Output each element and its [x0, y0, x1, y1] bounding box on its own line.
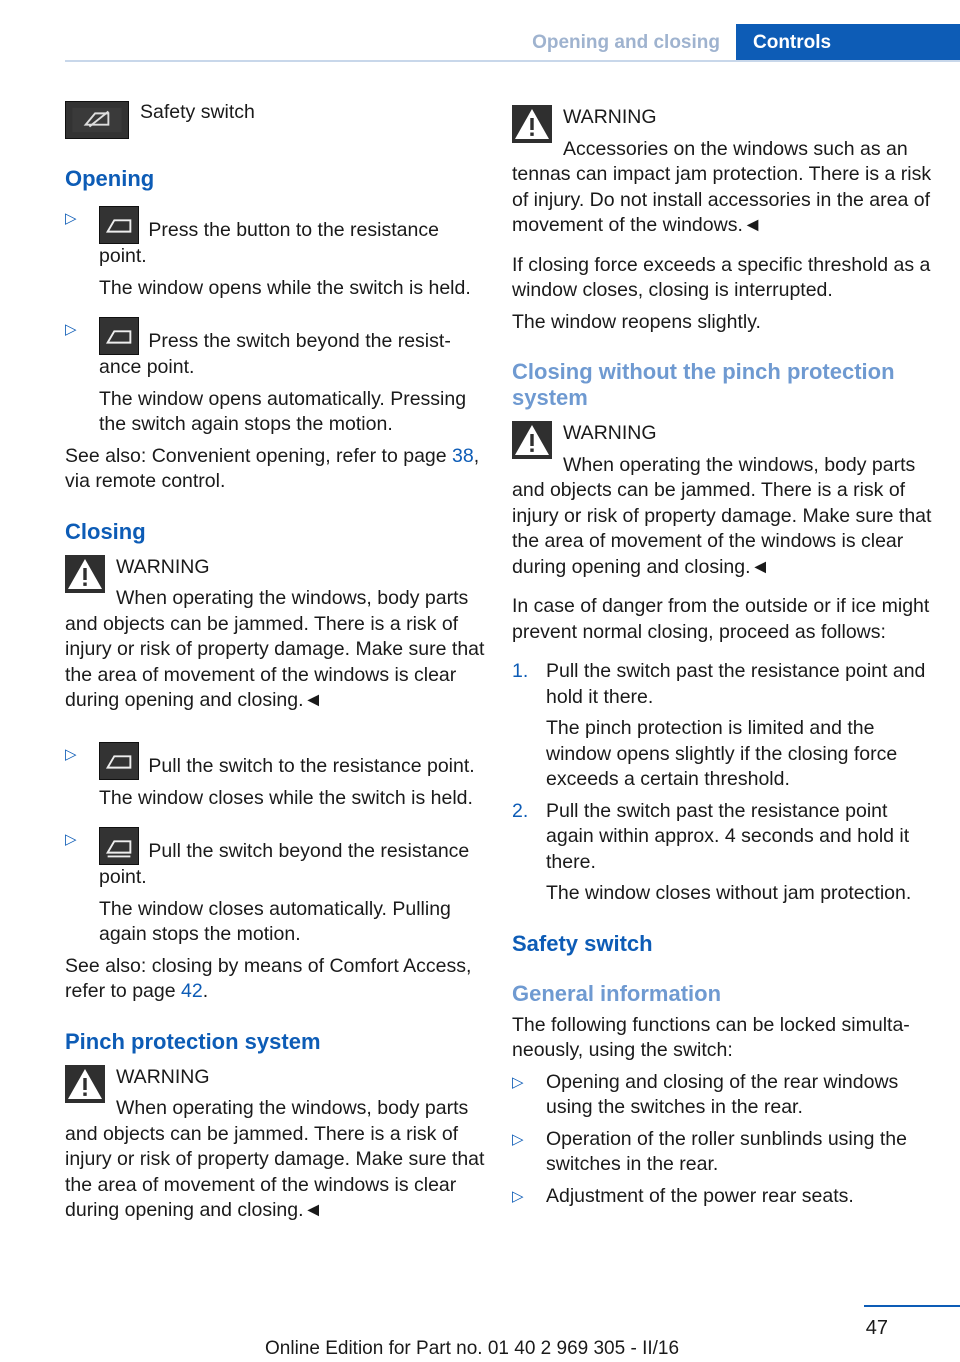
page-link-38[interactable]: 38 [452, 444, 474, 467]
window-switch-icon [99, 742, 139, 780]
warning-text-first: When operating the windows, body parts [563, 453, 916, 476]
bullet-icon: ▷ [512, 1130, 524, 1148]
window-switch-icon [99, 206, 139, 244]
page-number: 47 [865, 1317, 888, 1339]
list-item [512, 799, 932, 907]
list-item-sub: The window opens while the switch is held. [99, 276, 471, 299]
see-also-text: See also: Convenient opening, refer to page [65, 444, 453, 467]
section-opening-title: Opening [65, 166, 155, 191]
paragraph: In case of danger from the outside or if ice might prevent normal closing, proceed as follows: [512, 595, 930, 643]
list-item [65, 742, 485, 812]
list-item-text: Press the switch beyond the resistance point. [99, 330, 451, 378]
step-number: 2. [512, 799, 529, 822]
warning-label: WARNING [116, 555, 210, 578]
bullet-icon: ▷ [512, 1073, 524, 1091]
list-item [512, 659, 932, 793]
warning-text-first: When operating the windows, body parts [116, 587, 469, 609]
section-closing-title: Closing [65, 518, 146, 544]
closing-list [65, 742, 485, 948]
page-header [0, 0, 960, 62]
page-link-42[interactable]: 42 [181, 980, 203, 1002]
warning-text-first: When operating the windows, body parts [116, 1097, 469, 1119]
list-item-text: Pull the switch past the resistance point and hold it there. [546, 660, 926, 708]
pinch-warning [65, 1065, 485, 1224]
section-pinch-title: Pinch protection system [65, 1028, 321, 1054]
safety-switch-icon [65, 101, 129, 139]
bullet-icon: ▷ [65, 745, 77, 763]
window-switch-icon [99, 827, 139, 865]
section-safety-switch-title: Safety switch [512, 930, 653, 956]
safety-list [512, 1070, 932, 1210]
without-pinch-warning [512, 421, 932, 580]
closing-warning [65, 555, 485, 714]
warning-triangle-icon [512, 105, 552, 143]
list-item-sub: The window closes without jam protection. [546, 882, 912, 904]
list-item-text: Operation of the roller sunblinds using the switches in the rear. [546, 1127, 907, 1175]
paragraph: The following functions can be locked simultaneously, using the switch: [512, 1013, 910, 1061]
warning-label: WARNING [563, 422, 657, 444]
warning-text: and objects can be jammed. There is a risk of injury or risk of property damage. Make sure that the area of movement of the windows is clear during opening and closing.◄ [512, 479, 932, 578]
header-tab-controls: Controls [736, 24, 960, 61]
right-column [512, 100, 932, 1209]
page-footer [0, 1300, 960, 1362]
list-item [65, 317, 485, 438]
list-item [65, 206, 485, 301]
bullet-icon: ▷ [65, 321, 77, 338]
list-item-sub: The window closes automatically. Pulling again stops the motion. [99, 897, 451, 945]
footer-divider [864, 1305, 960, 1307]
bullet-icon: ▷ [512, 1187, 524, 1205]
warning-text: tennas can impact jam protection. There is a risk of injury. Do not install accessories in the area of movement of the windows.◄ [512, 163, 932, 236]
list-item [512, 1070, 932, 1121]
section-without-pinch-title: Closing without the pinch protection system [512, 359, 895, 410]
list-item-text: Adjustment of the power rear seats. [546, 1184, 854, 1207]
safety-switch-label: Safety switch [140, 101, 255, 124]
list-item-text: Pull the switch past the resistance point again within approx. 4 seconds and hold it there. [546, 799, 910, 873]
header-section-title: Opening and closing [532, 32, 720, 53]
list-item-sub: The window closes while the switch is held. [99, 786, 473, 809]
step-number: 1. [512, 660, 529, 682]
accessories-warning [512, 105, 932, 239]
opening-see-also [65, 444, 485, 495]
list-item-text: Pull the switch beyond the resistance point. [99, 840, 470, 888]
see-also-text: . [202, 980, 209, 1002]
warning-text: and objects can be jammed. There is a risk of injury or risk of property damage. Make sure that the area of movement of the windows is clear during opening and closing.◄ [65, 612, 485, 711]
list-item-text: Press the button to the resistance point. [99, 219, 439, 267]
warning-text: and objects can be jammed. There is a risk of injury or risk of property damage. Make sure that the area of movement of the windows is clear during opening and closing.◄ [65, 1122, 485, 1221]
list-item-sub: The pinch protection is limited and the window opens slightly if the closing force exceeds a certain threshold. [546, 717, 898, 790]
see-also-text: , via remote control. [65, 444, 480, 492]
opening-list [65, 206, 485, 438]
warning-text-first: Accessories on the windows such as an [563, 137, 908, 160]
closing-see-also [65, 954, 485, 1005]
paragraph: If closing force exceeds a specific threshold as a window closes, closing is interrupted. [512, 253, 931, 301]
steps-list [512, 659, 932, 907]
header-divider [65, 60, 960, 62]
safety-switch-row [65, 100, 485, 140]
warning-triangle-icon [65, 1065, 105, 1103]
list-item [512, 1127, 932, 1178]
edition-text: Online Edition for Part no. 01 40 2 969 305 - II/16 [265, 1338, 680, 1359]
list-item-text: Pull the switch to the resistance point. [148, 754, 475, 777]
window-switch-icon [99, 317, 139, 355]
paragraph: The window reopens slightly. [512, 310, 761, 333]
left-column [65, 100, 485, 1224]
list-item-text: Opening and closing of the rear windows using the switches in the rear. [546, 1070, 899, 1118]
bullet-icon: ▷ [65, 831, 77, 848]
see-also-text: See also: closing by means of Comfort Access, refer to page [65, 954, 472, 1002]
warning-label: WARNING [116, 1065, 210, 1088]
bullet-icon: ▷ [65, 210, 77, 227]
warning-triangle-icon [65, 555, 105, 593]
warning-triangle-icon [512, 421, 552, 459]
list-item [65, 827, 485, 948]
list-item-sub: The window opens automatically. Pressing the switch again stops the motion. [99, 387, 467, 435]
warning-label: WARNING [563, 106, 657, 128]
list-item [512, 1184, 932, 1210]
general-information-title: General information [512, 980, 722, 1006]
